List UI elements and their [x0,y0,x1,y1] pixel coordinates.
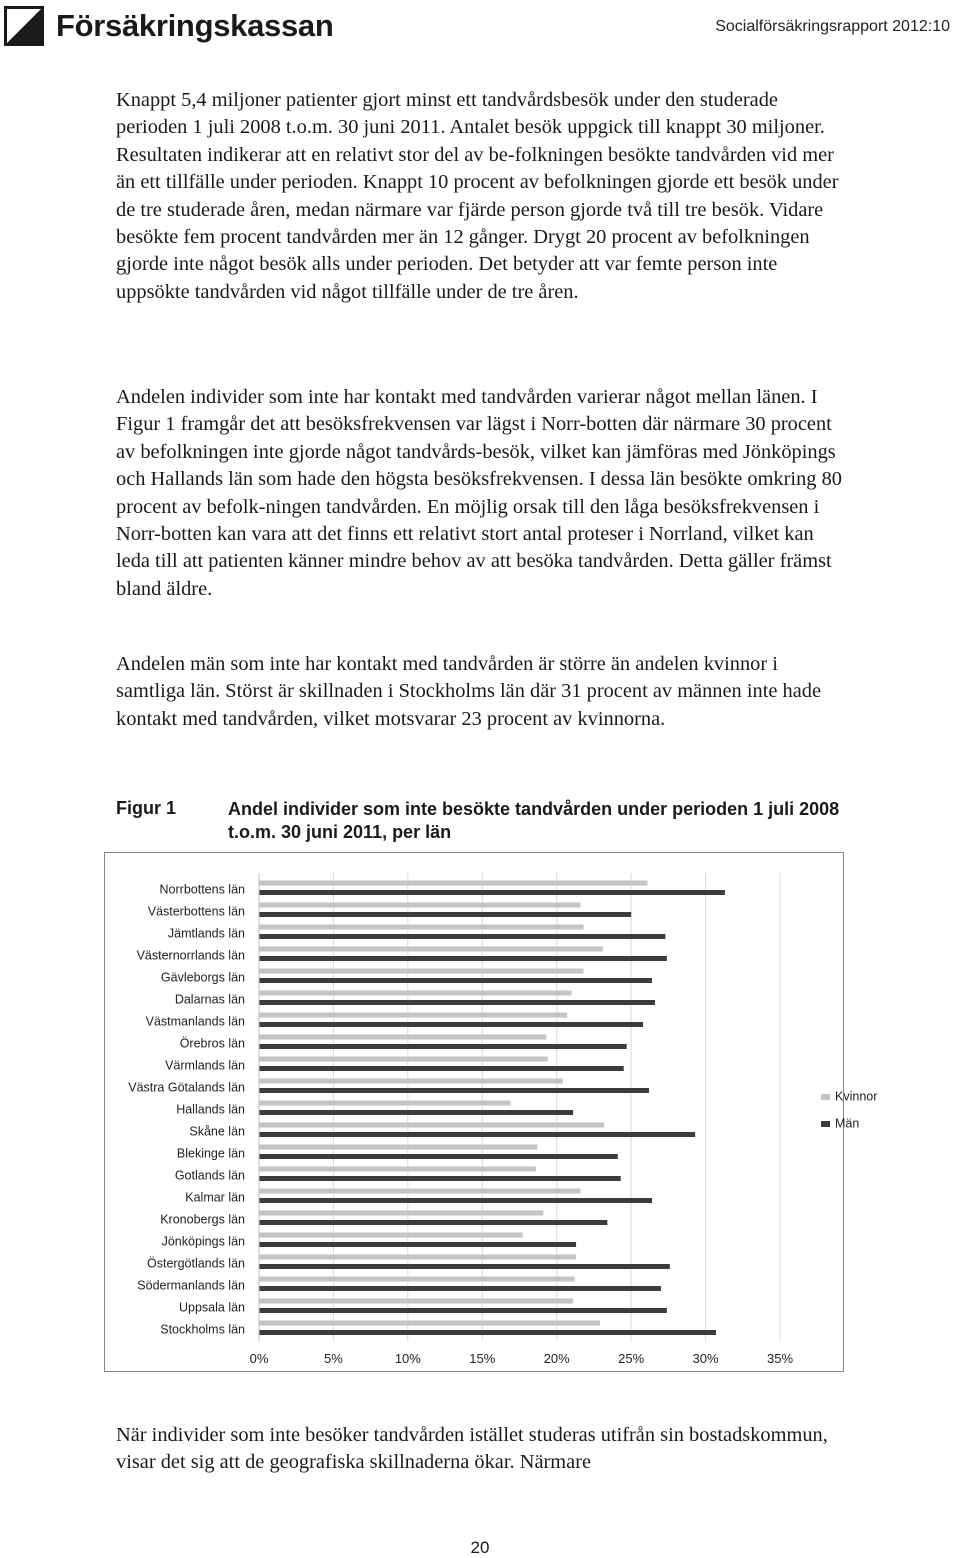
category-label: Örebros län [179,1036,245,1051]
category-label: Uppsala län [178,1300,245,1315]
x-tick-label: 10% [394,1351,421,1366]
page-number: 20 [470,1538,490,1557]
category-label: Jönköpings län [161,1234,245,1249]
category-label: Jämtlands län [167,926,245,941]
bar-man [259,1000,655,1005]
category-label: Norrbottens län [159,882,245,897]
figure-label: Figur 1 [116,798,177,818]
bar-kvinnor [259,1101,511,1106]
bar-kvinnor [259,1321,600,1326]
bar-man [259,1176,621,1181]
bar-man [259,1110,573,1115]
x-tick-label: 35% [766,1351,794,1366]
bar-kvinnor [259,881,648,886]
x-tick-label: 20% [543,1351,570,1366]
bar-kvinnor [259,1299,573,1304]
forsakringskassan-logo-icon [4,6,44,46]
bar-man [259,1220,607,1225]
bar-kvinnor [259,1013,567,1018]
bar-kvinnor [259,1233,522,1238]
bar-kvinnor [259,1211,543,1216]
category-label: Västmanlands län [145,1014,245,1029]
report-id: Socialförsäkringsrapport 2012:10 [715,18,950,35]
body-paragraph-3: Andelen män som inte har kontakt med tandvården är större än andelen kvinnor i samtliga län. Störst är skillnaden i Stockholms län där 31 procent av männen inte hade kontakt med tandvården, vilket motsvarar 23 procent av kvinnorna. [116,653,822,730]
bar-kvinnor [259,1189,581,1194]
body-paragraph-4: När individer som inte besöker tandvården istället studeras utifrån sin bostadskommun, visar det sig att de geografiska skillnaderna ökar. Närmare [116,1424,828,1474]
bar-kvinnor [259,1123,604,1128]
bar-kvinnor [259,969,584,974]
category-label: Kronobergs län [160,1212,245,1227]
logo [4,4,334,48]
bar-kvinnor [259,903,581,908]
x-tick-label: 0% [249,1351,269,1366]
legend-swatch [821,1121,830,1127]
bar-kvinnor [259,1079,563,1084]
category-label: Västra Götalands län [128,1080,245,1095]
logo-text: Försäkringskassan [56,8,334,43]
bar-kvinnor [259,1057,548,1062]
body-paragraph-1: Knappt 5,4 miljoner patienter gjort minst ett tandvårdsbesök under den studerade perioden 1 juli 2008 t.o.m. 30 juni 2011. Antalet besök uppgick till knappt 30 miljoner. Resultaten indikerar att en relativt stor del av be-folkningen besökte tandvården vid mer än ett tillfälle under perioden. Knappt 10 procent av befolkningen gjorde ett besök under de tre studerade åren, medan närmare var fjärde person gjorde två till tre besök. Vidare besökte fem procent tandvården mer än 12 gånger. Drygt 20 procent av befolkningen gjorde inte något besök alls under perioden. Det betyder att var femte person inte uppsökte tandvården vid något tillfälle under de tre åren. [116,89,839,303]
bar-man [259,1066,624,1071]
x-tick-label: 15% [469,1351,496,1366]
bar-kvinnor [259,1145,537,1150]
category-label: Gävleborgs län [160,970,245,985]
category-label: Värmlands län [165,1058,245,1073]
bar-kvinnor [259,925,584,930]
bar-man [259,1308,667,1313]
bar-kvinnor [259,947,603,952]
bar-kvinnor [259,1167,536,1172]
category-label: Stockholms län [160,1322,245,1337]
bar-man [259,956,667,961]
x-tick-label: 5% [324,1351,343,1366]
bar-man [259,1154,618,1159]
bar-man [259,1286,661,1291]
bar-man [259,1330,716,1335]
bar-man [259,934,665,939]
bar-man [259,978,652,983]
bar-kvinnor [259,1277,575,1282]
bar-man [259,890,725,895]
legend-label: Män [835,1116,860,1131]
bar-man [259,1088,649,1093]
category-label: Blekinge län [176,1146,245,1161]
bar-kvinnor [259,1035,546,1040]
category-label: Skåne län [189,1124,245,1139]
category-label: Gotlands län [174,1168,245,1183]
legend-label: Kvinnor [835,1089,878,1104]
figure-caption: Andel individer som inte besökte tandvården under perioden 1 juli 2008 t.o.m. 30 juni 2011, per län [228,799,840,842]
bar-man [259,1022,643,1027]
bar-man [259,1044,627,1049]
bar-kvinnor [259,991,572,996]
category-label: Södermanlands län [137,1278,245,1293]
x-tick-label: 25% [618,1351,645,1366]
bar-chart [105,853,878,1373]
category-label: Västernorrlands län [136,948,245,963]
body-paragraph-2: Andelen individer som inte har kontakt med tandvården varierar något mellan länen. I Figur 1 framgår det att besöksfrekvensen var lägst i Norr-botten där närmare 30 procent av befolkningen inte gjorde något tandvårds-besök, vilket kan jämföras med Jönköpings och Hallands län som hade den högsta besöksfrekvensen. I dessa län besökte omkring 80 procent av befolk-ningen tandvården. En möjlig orsak till den låga besöksfrekvensen i Norr-botten kan vara att det finns ett relativt stort antal proteser i Norrland, vilket kan leda till att patienten känner mindre behov av att besöka tandvården. Detta gäller främst bland äldre. [116,386,842,600]
category-label: Östergötlands län [147,1256,245,1271]
category-label: Hallands län [176,1102,245,1117]
x-tick-label: 30% [692,1351,719,1366]
bar-man [259,1242,576,1247]
category-label: Dalarnas län [174,992,245,1007]
bar-kvinnor [259,1255,576,1260]
bar-man [259,1264,670,1269]
bar-man [259,1132,695,1137]
chart-container [104,852,878,1372]
category-label: Kalmar län [185,1190,245,1205]
legend-swatch [821,1094,830,1100]
category-label: Västerbottens län [147,904,245,919]
bar-man [259,1198,652,1203]
bar-man [259,912,631,917]
